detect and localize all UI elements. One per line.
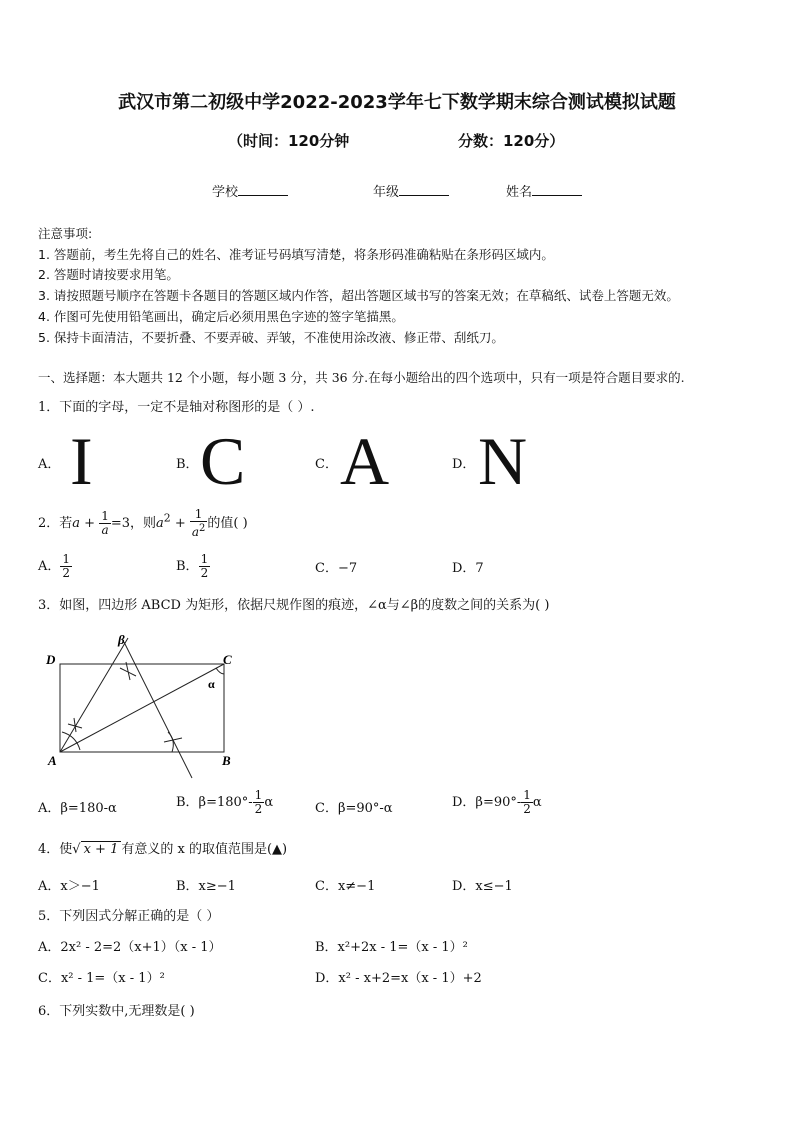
q2-prefix: 2．若	[38, 516, 73, 531]
arc-cross-2	[120, 662, 136, 680]
q5-option-b[interactable]: B．x²+2x - 1=（x - 1）²	[315, 940, 468, 955]
q1-option-c-label[interactable]: C．	[315, 457, 338, 472]
q4-option-b[interactable]: B．x≥−1	[176, 879, 236, 894]
q2-option-d[interactable]: D．7	[452, 561, 484, 576]
q5-option-d[interactable]: D．x² - x+2=x（x - 1）+2	[315, 971, 482, 986]
q2-var-a: a	[72, 516, 81, 531]
q3-stem: 3．如图，四边形 ABCD 为矩形，依据尺规作图的痕迹，∠α与∠β的度数之间的关系为( )	[38, 598, 550, 613]
q3-option-b-frac: $\frac{1}{2}$	[254, 788, 263, 816]
exam-score: 分数：120分）	[458, 132, 565, 150]
school-label: 学校	[212, 185, 239, 200]
q2-tail: 的值( )	[207, 516, 248, 531]
q5-option-c[interactable]: C．x² - 1=（x - 1）²	[38, 971, 165, 986]
q3-option-d-frac: $\frac{1}{2}$	[523, 788, 531, 816]
q3-option-c[interactable]: C．β=90°-α	[315, 801, 393, 816]
angle-bisector	[60, 638, 128, 752]
school-blank[interactable]	[238, 183, 288, 196]
q1-option-a-label[interactable]: A．	[38, 457, 61, 472]
arc-cross-3	[164, 732, 182, 752]
q2-option-a[interactable]: A． $\frac{1}{2}$	[38, 552, 71, 580]
q2-frac-den: a	[101, 523, 109, 537]
q2-var-a2: a	[156, 516, 164, 531]
section-heading: 一、选择题：本大题共 12 个小题，每小题 3 分，共 36 分.在每小题给出的四个选项中，只有一项是符合题目要求的.	[38, 370, 685, 385]
perpendicular-bisector	[124, 642, 192, 778]
label-d: D	[46, 652, 56, 667]
label-alpha: α	[208, 677, 215, 691]
q3-option-d[interactable]: D．β=90°- $\frac{1}{2}$ α	[452, 788, 542, 816]
q1-option-b-label[interactable]: B．	[176, 457, 199, 472]
q4-option-c[interactable]: C．x≠−1	[315, 879, 376, 894]
q6-stem: 6．下列实数中,无理数是( )	[38, 1004, 195, 1019]
q2-option-a-frac: $\frac{1}{2}$	[62, 552, 71, 580]
q1-option-a-letter: I	[70, 423, 93, 499]
q2-frac2-den: $a^2$	[191, 523, 206, 539]
q1-stem: 1．下面的字母，一定不是轴对称图形的是（ ）.	[38, 400, 315, 415]
q2-stem	[38, 508, 248, 539]
q3-rectangle-figure	[40, 628, 250, 780]
label-beta: β	[118, 632, 125, 647]
q2-frac2-num: 1	[190, 508, 208, 522]
school-field	[212, 181, 288, 200]
q2-plus2: +	[170, 516, 190, 531]
q2-frac-1-over-a2	[190, 508, 208, 539]
note-item: 5. 保持卡面清洁，不要折叠、不要弄破、弄皱，不准使用涂改液、修正带、刮纸刀。	[38, 330, 504, 345]
name-label: 姓名	[506, 185, 533, 200]
notes-heading: 注意事项:	[38, 226, 93, 241]
q5-stem: 5．下列因式分解正确的是（ ）	[38, 909, 220, 924]
note-item: 3. 请按照题号顺序在答题卡各题目的答题区域内作答，超出答题区域书写的答案无效；在草稿纸、试卷上答题无效。	[38, 288, 679, 303]
q4-option-a[interactable]: A．x＞−1	[38, 879, 100, 894]
name-field	[506, 181, 582, 200]
q1-option-d-letter: N	[478, 423, 528, 499]
q2-option-c[interactable]: C．−7	[315, 561, 358, 576]
q5-option-a[interactable]: A．2x² - 2=2（x+1）（x - 1）	[38, 940, 222, 955]
q4-option-d[interactable]: D．x≤−1	[452, 879, 513, 894]
alpha-arc	[216, 668, 224, 674]
q2-option-b-frac: $\frac{1}{2}$	[200, 552, 209, 580]
q2-exponent: 2	[163, 511, 171, 525]
arc-mark	[62, 732, 80, 750]
sqrt-sign: √	[72, 842, 81, 857]
label-c: C	[223, 652, 232, 667]
q4-radicand: x + 1	[81, 841, 122, 857]
grade-label: 年级	[373, 185, 400, 200]
q3-option-a[interactable]: A．β=180-α	[38, 801, 117, 816]
grade-blank[interactable]	[399, 183, 449, 196]
exam-title: 武汉市第二初级中学2022-2023学年七下数学期末综合测试模拟试题	[118, 92, 676, 113]
q2-plus: +	[80, 516, 100, 531]
q2-option-b[interactable]: B． $\frac{1}{2}$	[176, 552, 209, 580]
q2-frac-1-over-a	[99, 510, 111, 537]
note-item: 4. 作图可先使用铅笔画出，确定后必须用黑色字迹的签字笔描黑。	[38, 309, 404, 324]
q3-option-b[interactable]: B．β=180°- $\frac{1}{2}$ α	[176, 788, 274, 816]
label-a: A	[48, 753, 57, 768]
q2-frac-num: 1	[101, 509, 109, 523]
note-item: 2. 答题时请按要求用笔。	[38, 267, 179, 282]
note-item: 1. 答题前，考生先将自己的姓名、准考证号码填写清楚，将条形码准确粘贴在条形码区域内。	[38, 247, 554, 262]
q1-option-d-label[interactable]: D．	[452, 457, 476, 472]
exam-time: （时间：120分钟	[228, 132, 350, 150]
q4-stem: 4．使√ x + 1 有意义的 x 的取值范围是(▲)	[38, 842, 288, 857]
q2-eq: =3，则	[110, 516, 157, 531]
q1-option-c-letter: A	[340, 423, 390, 499]
label-b: B	[222, 753, 231, 768]
q1-option-b-letter: C	[200, 423, 246, 499]
grade-field	[373, 181, 449, 200]
arc-cross-1	[68, 718, 82, 732]
name-blank[interactable]	[532, 183, 582, 196]
